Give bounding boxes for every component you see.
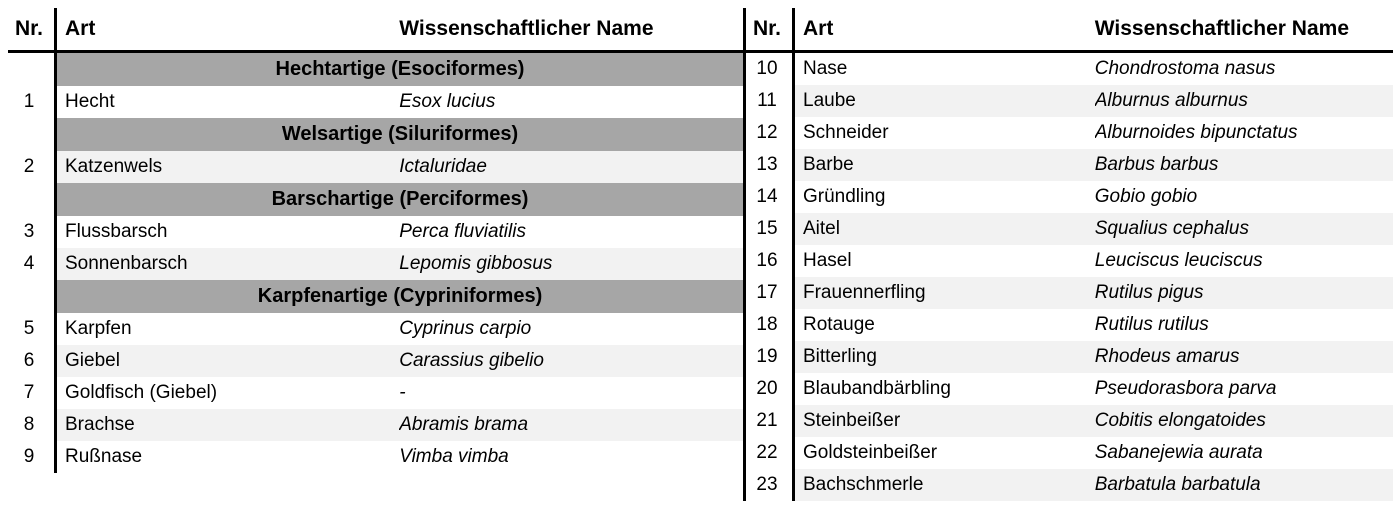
column-header-art-right: Art: [794, 8, 1095, 52]
group-row-nr-spacer: [8, 183, 56, 216]
table-row: [746, 181, 1393, 213]
cell-scientific-name: Lepomis gibbosus: [399, 248, 743, 280]
table-row: [8, 313, 743, 345]
cell-art: Nase: [794, 52, 1095, 86]
cell-nr: 15: [746, 213, 794, 245]
table-row: [746, 437, 1393, 469]
table-row: [746, 85, 1393, 117]
cell-nr: 4: [8, 248, 56, 280]
species-table-right: [746, 8, 1393, 501]
cell-art: Hasel: [794, 245, 1095, 277]
table-group-row: [8, 52, 743, 87]
group-row-label: Karpfenartige (Cypriniformes): [56, 280, 744, 313]
column-header-art-left: Art: [56, 8, 400, 52]
cell-scientific-name: Alburnus alburnus: [1095, 85, 1393, 117]
column-header-sci-right: Wissenschaftlicher Name: [1095, 8, 1393, 52]
cell-nr: 11: [746, 85, 794, 117]
species-tables-container: [8, 8, 1385, 501]
group-row-nr-spacer: [8, 280, 56, 313]
cell-art: Gründling: [794, 181, 1095, 213]
table-body-left: [8, 52, 743, 474]
table-row: [8, 409, 743, 441]
table-row: [746, 469, 1393, 501]
cell-nr: 18: [746, 309, 794, 341]
cell-scientific-name: Gobio gobio: [1094, 186, 1198, 207]
table-body-right: [746, 52, 1393, 502]
cell-nr: 16: [746, 245, 794, 277]
cell-scientific-name: Cyprinus carpio: [399, 318, 532, 339]
cell-art: Bachschmerle: [794, 469, 1095, 501]
cell-nr: 14: [746, 181, 794, 213]
cell-nr: 20: [746, 373, 794, 405]
group-row-label: Barschartige (Perciformes): [56, 183, 744, 216]
table-row: [8, 151, 743, 183]
cell-nr: 21: [746, 405, 794, 437]
cell-scientific-name: Ictaluridae: [399, 151, 743, 183]
cell-scientific-name: Perca fluviatilis: [399, 221, 526, 242]
cell-scientific-name: Chondrostoma nasus: [1094, 58, 1276, 79]
cell-art: Blaubandbärbling: [794, 373, 1095, 405]
cell-nr: 5: [8, 313, 56, 345]
table-row: [746, 309, 1393, 341]
cell-art: Frauennerfling: [794, 277, 1095, 309]
cell-scientific-name: Barbatula barbatula: [1095, 469, 1393, 501]
species-table-left: [8, 8, 743, 473]
cell-scientific-name: Esox lucius: [399, 91, 496, 112]
table-row: [746, 245, 1393, 277]
header-row-left: [8, 8, 743, 52]
cell-art: Flussbarsch: [56, 216, 400, 248]
table-row: [746, 341, 1393, 373]
cell-art: Goldfisch (Giebel): [56, 377, 400, 409]
cell-nr: 1: [8, 86, 56, 118]
cell-nr: 3: [8, 216, 56, 248]
cell-art: Brachse: [56, 409, 400, 441]
table-group-row: [8, 118, 743, 151]
cell-nr: 13: [746, 149, 794, 181]
table-row: [8, 86, 743, 118]
column-header-nr-left: Nr.: [8, 8, 56, 52]
cell-scientific-name: Leuciscus leuciscus: [1094, 250, 1263, 271]
header-row-right: [746, 8, 1393, 52]
cell-scientific-name: Barbus barbus: [1095, 149, 1393, 181]
group-row-label: Hechtartige (Esociformes): [56, 52, 744, 87]
cell-nr: 2: [8, 151, 56, 183]
cell-art: Karpfen: [56, 313, 400, 345]
cell-art: Giebel: [56, 345, 400, 377]
cell-nr: 9: [8, 441, 56, 473]
cell-scientific-name: -: [399, 382, 406, 403]
cell-art: Laube: [794, 85, 1095, 117]
cell-scientific-name: Sabanejewia aurata: [1094, 442, 1263, 463]
cell-art: Rußnase: [56, 441, 400, 473]
cell-art: Katzenwels: [56, 151, 400, 183]
table-head-right: [746, 8, 1393, 52]
cell-scientific-name: Pseudorasbora parva: [1094, 378, 1277, 399]
table-row: [746, 149, 1393, 181]
table-group-row: [8, 183, 743, 216]
cell-art: Barbe: [794, 149, 1095, 181]
species-table-left-grid: [8, 8, 743, 473]
cell-scientific-name: Rutilus rutilus: [1094, 314, 1209, 335]
column-header-nr-right: Nr.: [746, 8, 794, 52]
cell-scientific-name: Abramis brama: [399, 409, 743, 441]
table-row: [746, 373, 1393, 405]
table-row: [8, 345, 743, 377]
cell-art: Sonnenbarsch: [56, 248, 400, 280]
column-header-sci-left: Wissenschaftlicher Name: [399, 8, 743, 52]
group-row-nr-spacer: [8, 118, 56, 151]
table-row: [746, 277, 1393, 309]
cell-scientific-name: Cobitis elongatoides: [1095, 405, 1393, 437]
cell-nr: 19: [746, 341, 794, 373]
cell-art: Schneider: [794, 117, 1095, 149]
cell-scientific-name: Rhodeus amarus: [1095, 341, 1393, 373]
cell-nr: 8: [8, 409, 56, 441]
table-head-left: [8, 8, 743, 52]
table-row: [746, 213, 1393, 245]
cell-scientific-name: Vimba vimba: [399, 446, 509, 467]
table-row: [8, 377, 743, 409]
table-row: [746, 52, 1393, 86]
cell-scientific-name: Alburnoides bipunctatus: [1094, 122, 1298, 143]
species-table-right-grid: [746, 8, 1393, 501]
table-group-row: [8, 280, 743, 313]
table-row: [8, 441, 743, 473]
table-row: [8, 248, 743, 280]
cell-art: Aitel: [794, 213, 1095, 245]
cell-art: Goldsteinbeißer: [794, 437, 1095, 469]
table-row: [8, 216, 743, 248]
table-row: [746, 405, 1393, 437]
cell-art: Steinbeißer: [794, 405, 1095, 437]
cell-scientific-name: Squalius cephalus: [1095, 213, 1393, 245]
cell-nr: 6: [8, 345, 56, 377]
group-row-label: Welsartige (Siluriformes): [56, 118, 744, 151]
group-row-nr-spacer: [8, 52, 56, 87]
cell-nr: 23: [746, 469, 794, 501]
cell-art: Hecht: [56, 86, 400, 118]
cell-nr: 22: [746, 437, 794, 469]
cell-art: Rotauge: [794, 309, 1095, 341]
cell-art: Bitterling: [794, 341, 1095, 373]
cell-scientific-name: Rutilus pigus: [1095, 277, 1393, 309]
cell-scientific-name: Carassius gibelio: [399, 345, 743, 377]
cell-nr: 17: [746, 277, 794, 309]
table-row: [746, 117, 1393, 149]
cell-nr: 7: [8, 377, 56, 409]
cell-nr: 10: [746, 52, 794, 86]
cell-nr: 12: [746, 117, 794, 149]
